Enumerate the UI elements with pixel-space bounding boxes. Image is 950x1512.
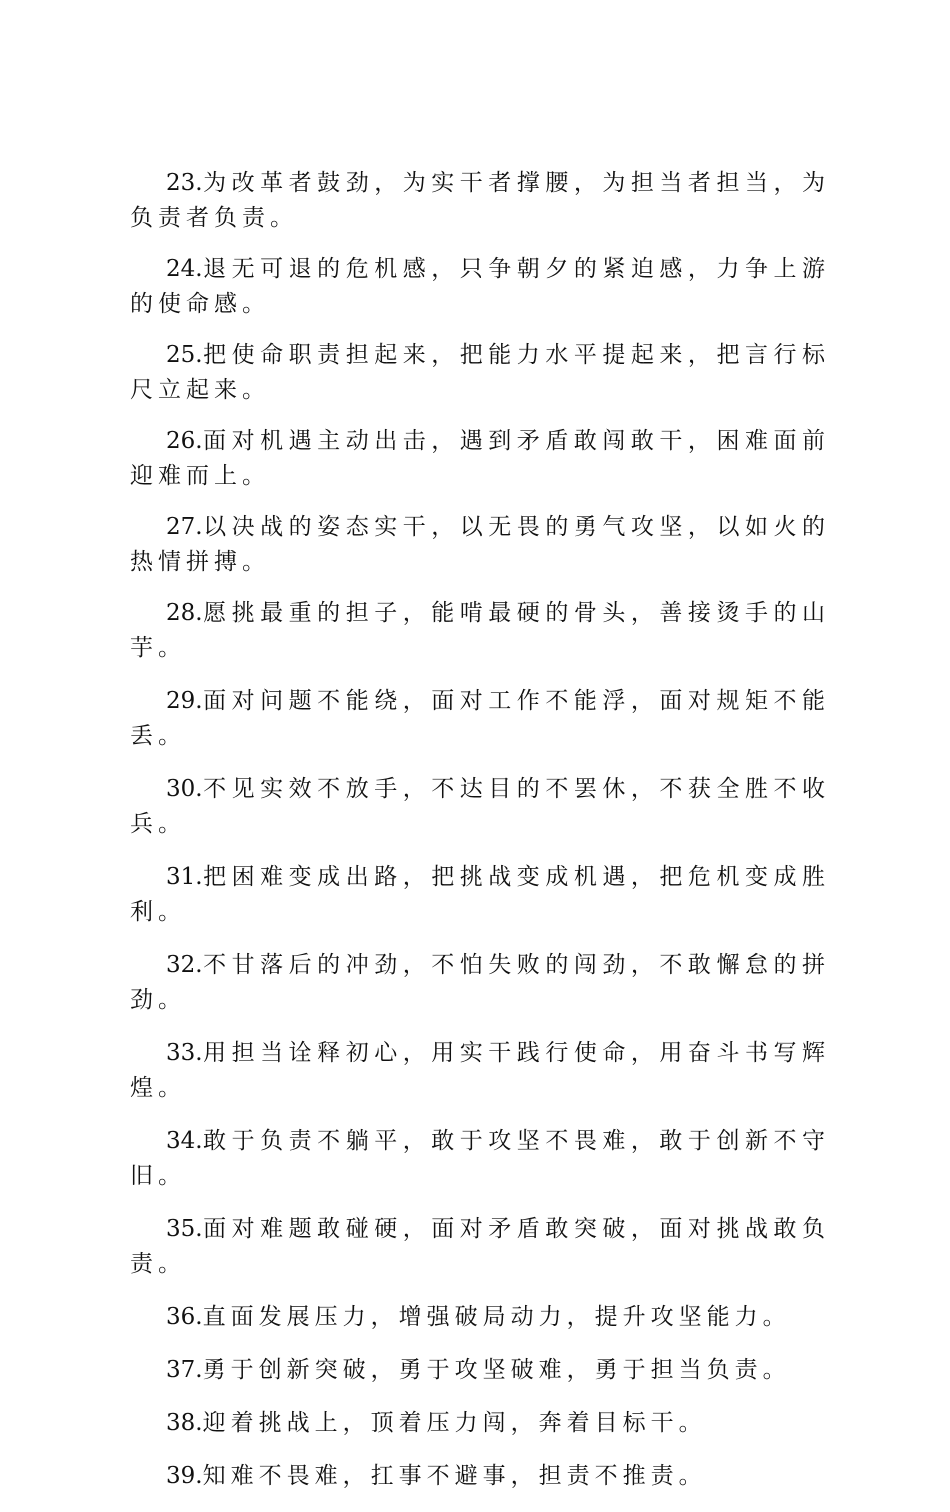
- item-text: 退无可退的危机感，只争朝夕的紧迫感，力争上游的使命感。: [130, 256, 830, 317]
- item-text: 面对机遇主动出击，遇到矛盾敢闯敢干，困难面前迎难而上。: [130, 428, 830, 489]
- item-text: 把困难变成出路，把挑战变成机遇，把危机变成胜利。: [130, 864, 830, 925]
- item-number: 24.: [166, 256, 203, 282]
- item-text: 敢于负责不躺平，敢于攻坚不畏难，敢于创新不守旧。: [130, 1128, 830, 1189]
- list-item: [130, 166, 830, 236]
- item-text: 面对问题不能绕，面对工作不能浮，面对规矩不能丢。: [130, 688, 830, 749]
- list-item: [130, 424, 830, 494]
- item-text: 为改革者鼓劲，为实干者撑腰，为担当者担当，为负责者负责。: [130, 170, 830, 231]
- item-text: 不甘落后的冲劲，不怕失败的闯劲，不敢懈怠的拼劲。: [130, 952, 830, 1013]
- list-item: [130, 1353, 830, 1388]
- item-number: 34.: [166, 1128, 203, 1154]
- item-number: 31.: [166, 864, 203, 890]
- item-number: 32.: [166, 952, 203, 978]
- list-item: [130, 1406, 830, 1441]
- list-item: [130, 1124, 830, 1194]
- list-item: [130, 338, 830, 408]
- item-text: 面对难题敢碰硬，面对矛盾敢突破，面对挑战敢负责。: [130, 1216, 830, 1277]
- item-number: 23.: [166, 170, 203, 196]
- item-number: 28.: [166, 600, 203, 626]
- list-item: [130, 1212, 830, 1282]
- item-text: 用担当诠释初心，用实干践行使命，用奋斗书写辉煌。: [130, 1040, 830, 1101]
- item-number: 27.: [166, 514, 203, 540]
- list-item: [130, 252, 830, 322]
- item-text: 愿挑最重的担子，能啃最硬的骨头，善接烫手的山芋。: [130, 600, 830, 661]
- item-number: 29.: [166, 688, 203, 714]
- item-text: 直面发展压力，增强破局动力，提升攻坚能力。: [202, 1304, 791, 1330]
- document-body: [130, 166, 830, 1512]
- item-text: 不见实效不放手，不达目的不罢休，不获全胜不收兵。: [130, 776, 830, 837]
- item-number: 30.: [166, 776, 203, 802]
- list-item: [130, 1300, 830, 1335]
- list-item: [130, 684, 830, 754]
- item-number: 26.: [166, 428, 203, 454]
- item-text: 以决战的姿态实干，以无畏的勇气攻坚，以如火的热情拼搏。: [130, 514, 830, 575]
- list-item: [130, 596, 830, 666]
- item-text: 勇于创新突破，勇于攻坚破难，勇于担当负责。: [202, 1357, 791, 1383]
- item-number: 38.: [166, 1410, 203, 1436]
- item-text: 迎着挑战上，顶着压力闯，奔着目标干。: [202, 1410, 707, 1436]
- item-number: 39.: [166, 1463, 203, 1489]
- item-text: 知难不畏难，扛事不避事，担责不推责。: [202, 1463, 707, 1489]
- item-number: 33.: [166, 1040, 203, 1066]
- list-item: [130, 510, 830, 580]
- item-number: 36.: [166, 1304, 203, 1330]
- list-item: [130, 1459, 830, 1494]
- list-item: [130, 860, 830, 930]
- item-number: 25.: [166, 342, 203, 368]
- item-text: 把使命职责担起来，把能力水平提起来，把言行标尺立起来。: [130, 342, 830, 403]
- list-item: [130, 772, 830, 842]
- list-item: [130, 1036, 830, 1106]
- item-number: 37.: [166, 1357, 203, 1383]
- item-number: 35.: [166, 1216, 203, 1242]
- list-item: [130, 948, 830, 1018]
